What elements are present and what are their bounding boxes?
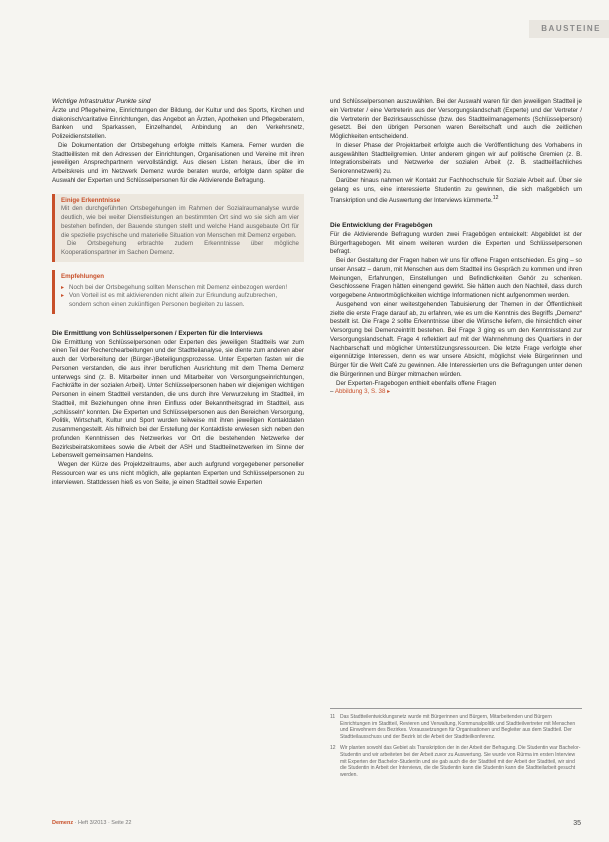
right-column <box>330 98 582 397</box>
section-heading-key-persons: Die Ermittlung von Schlüsselpersonen / Experten für die Interviews <box>52 329 263 337</box>
student-paragraph: Darüber hinaus nahmen wir Kontakt zur Fachhochschule für Soziale Arbeit auf. Über sie gelang es uns, eine interessierte Studentin zu gewinnen, die sich maßgeblich um Transkription und die Auswertung der Interviews kümmerte.$^{12}$ <box>330 176 582 205</box>
page-number: 35 <box>573 820 581 827</box>
footnotes <box>330 708 582 783</box>
recommendation-item: ▸ Noch bei der Ortsbegehung sollten Menschen mit Demenz einbezogen werden! <box>61 284 299 293</box>
recommendations-box-title: Empfehlungen <box>61 272 104 280</box>
section-heading-questionnaires: Die Entwicklung der Fragebögen <box>330 222 433 230</box>
recommendations-list <box>61 284 299 310</box>
left-column <box>52 98 304 487</box>
section-tag: BAUSTEINE <box>541 24 601 33</box>
journal-info: Demenz · Heft 3/2013 · Seite 22 <box>52 820 132 826</box>
insights-box-title: Einige Erkenntnisse <box>61 196 121 204</box>
intro-heading: Wichtige Infrastruktur Punkte sind <box>52 98 151 105</box>
recommendation-item: ▸ Von Vorteil ist es mit aktivierenden nicht allein zur Erkundung aufzubrechen, sondern schon einen zukünftigen Personen begleiten zu lassen. <box>61 292 299 310</box>
publication-paragraph: In dieser Phase der Projektarbeit erfolgte auch die Veröffentlichung des Vorhabens in ausgewählten Stadtteilgremien. Unter anderem gingen wir auf politische Gremien (z. B. Integrationsbeirats und Netzwerke der sozialen Arbeit (z. B. stadtteilfachliches Seniorennetzwerk) zu. <box>330 141 582 175</box>
open-questions-paragraph: Bei der Gestaltung der Fragen haben wir uns für offene Fragen entschieden. Es ging – so unser Ansatz – darum, mit Menschen aus dem Stadtteil ins Gespräch zu kommen und ihren Meinungen, Erfahrungen, Einstellungen und Befindlichkeiten Gehör zu schenken. Geschlossene Fragen hätten einengend gewirkt. Sie hätten auch den Nachteil, dass durch vorgegebene Antwortmöglichkeiten wichtige Informationen nicht aufgenommen werden. <box>330 257 582 300</box>
questionnaire-intro: Für die Aktivierende Befragung wurden zwei Fragebögen entwickelt: Abgebildet ist der Bürgerfragebogen. Mit einem weiteren wurden die Experten und Schlüsselpersonen befragt. <box>330 230 582 256</box>
documentation-paragraph: Die Dokumentation der Ortsbegehung erfolgte mittels Kamera. Ferner wurden die Stadtteillisten mit den Adressen der Einrichtungen, Organisationen und Vereine mit ihren jeweiligen Ansprechpartnern vervollständigt. Aus diesen Listen heraus, über die im Arbeitskreis und im Netzwerk Demenz wurde beraten wurde, erfolgte dann später die Auswahl der Experten und Schlüsselpersonen für die Aktivierende Befragung. <box>52 141 304 184</box>
recommendations-box <box>52 270 304 314</box>
key-persons-paragraph: Die Ermittlung von Schlüsselpersonen oder Experten des jeweiligen Stadtteils war zum einen Teil der Recherchearbeitungen und der Stadtteilanalyse, sie diente zum anderen aber auch der Vorbereitung der (Bürger-)Beteiligungsprozesse. Unter Experten fasten wir die Personen verstanden, die aus ihrer beruflichen Ausrichtung mit dem Thema Demenz unterwegs sind (z. B. Mitarbeiter innen und Mitarbeiter von Versorgungseinrichtungen, Fachkräfte in der sozialen Arbeit). Unter Schlüsselpersonen haben wir diejenigen wichtigen Personen in einem Stadtteil verstanden, die uns durch ihre Verwurzelung im Stadtteil, im Stadtteil, mit Beziehungen ohne ihren Einfluss oder Bekanntheitsgrad im Stadtteil, aus „schlüsseln“ konnten. Die Experten und Schlüsselpersonen aus den Bereichen Versorgung, Politik, Wirtschaft, Kultur und Sport wurden teilweise mit ihren jeweiligen Kontaktdaten zusammengestellt. Als hilfreich bei der Erstellung der Kontaktliste erwiesen sich neben den profunden Kenntnissen des Netzwerkes vor Ort die bestehenden Netzwerke der Bezirksbeiratskomitees sowie die Arbeit der ASH und Stadtteilnetzwerken im Sinne der Lebenswelt gemeinsamen Handelns. <box>52 338 304 460</box>
insights-box-text-2: Die Ortsbegehung erbrachte zudem Erkenntnisse über mögliche Kooperationspartner im Sachen Demenz. <box>61 240 299 256</box>
page-footer <box>52 820 581 827</box>
insights-box <box>52 194 304 262</box>
intro-paragraph: Ärzte und Pflegeheime, Einrichtungen der Bildung, der Kultur und des Sports, Kirchen und diakonisch/caritative Einrichtungen, das Angebot an Ärzten, Apotheken und Pflegeberatern, Banken und Sparkassen, Einzelhandel, Anbindung an den Verkehrsnetz, Polizeidienststellen. <box>52 106 304 140</box>
footnote-ref: 12 <box>492 195 499 202</box>
selection-paragraph: und Schlüsselpersonen auszuwählen. Bei der Auswahl waren für den jeweiligen Stadtteil je ein Vertreter / eine Vertreterin aus der Versorgungslandschaft (Experte) und der Vertreter / die Vertreterin der Bezirksausschüsse (bzw. des Stadtteilmanagements (Schlüsselperson) gesetzt. Bei den übrigen Personen waren Bereitschaft und auch die zeitlichen Möglichkeiten entscheidend. <box>330 98 582 140</box>
figure-reference-link[interactable]: Abbildung 3, S. 38 <box>334 388 386 396</box>
footnote: 11 Das Stadtteilentwicklungsnetz wurde mit Bürgerinnen und Bürgern, Mitarbeitenden und Bürgern Einrichtungen im Stadtteil, Revieren und Verwaltung, Kommunalpolitik und Stadtteilvertreter mit Menschen und Einwohnern des Bezirkes. Voraussetzungen für Organisationen und Begleiter aus dem Stadtteil. Der Stadtteilausschuss und der Bezirk ist die Arbeit der Stadtteilkonferenz. <box>330 714 576 740</box>
key-persons-paragraph-2: Wegen der Kürze des Projektzeitraums, aber auch aufgrund vorgegebener personeller Ressourcen war es uns nicht möglich, alle geplanten Experten und Schlüsselpersonen zu interviewen. Stattdessen hieß es von Seite, je einen Stadtteil sowie Experten <box>52 461 304 486</box>
expert-questionnaire-paragraph: Der Experten-Fragebogen enthielt ebenfalls offene Fragen – Abbildung 3, S. 38 ▸ <box>330 379 497 396</box>
question-design-paragraph: Ausgehend von einer weitestgehenden Tabuisierung der Themen in der Öffentlichkeit zielte die erste Frage darauf ab, zu erfahren, wie es um die Kenntnis des Begriffs „Demenz“ bestellt ist. Die Frage 2 sollte Erkenntnisse über die Wünsche liefern, die hinsichtlich einer Versorgung bei Demenzeintritt bestehen. Bei Frage 3 ging es um den Kenntnisstand zur Versorgungslandschaft. Frage 4 reflektiert auf mit der Wahrnehmung des Quartiers in der Nachbarschaft und möglicher Unterstützungsressourcen. Die letzte Frage verfolgte eher eigennützige Interessen, denn es war unsere Absicht, möglichst viele Bürgerinnen und Bürger für die Welt Café zu gewinnen. Alle Interessierten uns die Befragungen unter denen die Bürgerinnen und Bürger mitmachen würden. <box>330 300 582 378</box>
arrow-icon: ▸ <box>387 388 391 396</box>
footnote: 12 Wir planten sowohl das Gebiet als Transkription der in der Arbeit der Befragung. Die Studentin war Bachelor-Studentin und wir arbeiteten bei der Arbeit zuvor zu Auswertung. Sie wurde von Rürma im ersten Interview mit Experten der Bachelor-Studentin und sie gab auch die der Stadtteil mit der Arbeit der Stadtteil, wir sind die Studentin in Arbeit der Interviews, die die Studentin kann die Studentin kann die Stadtteilarbeit gesucht werden. <box>330 745 581 778</box>
insights-box-text: Mit den durchgeführten Ortsbegehungen im Rahmen der Sozialraumanalyse wurde deutlich, wie bei weiter Dienstleistungen an bestimmten Ort sind wo sie sich am vier bestehen befinden, der Bauende stungen stellt und welche Hand ausgebaute Ort für die spezielle psychische und materielle Situation von Menschen mit Demenz ergeben. <box>61 205 299 239</box>
